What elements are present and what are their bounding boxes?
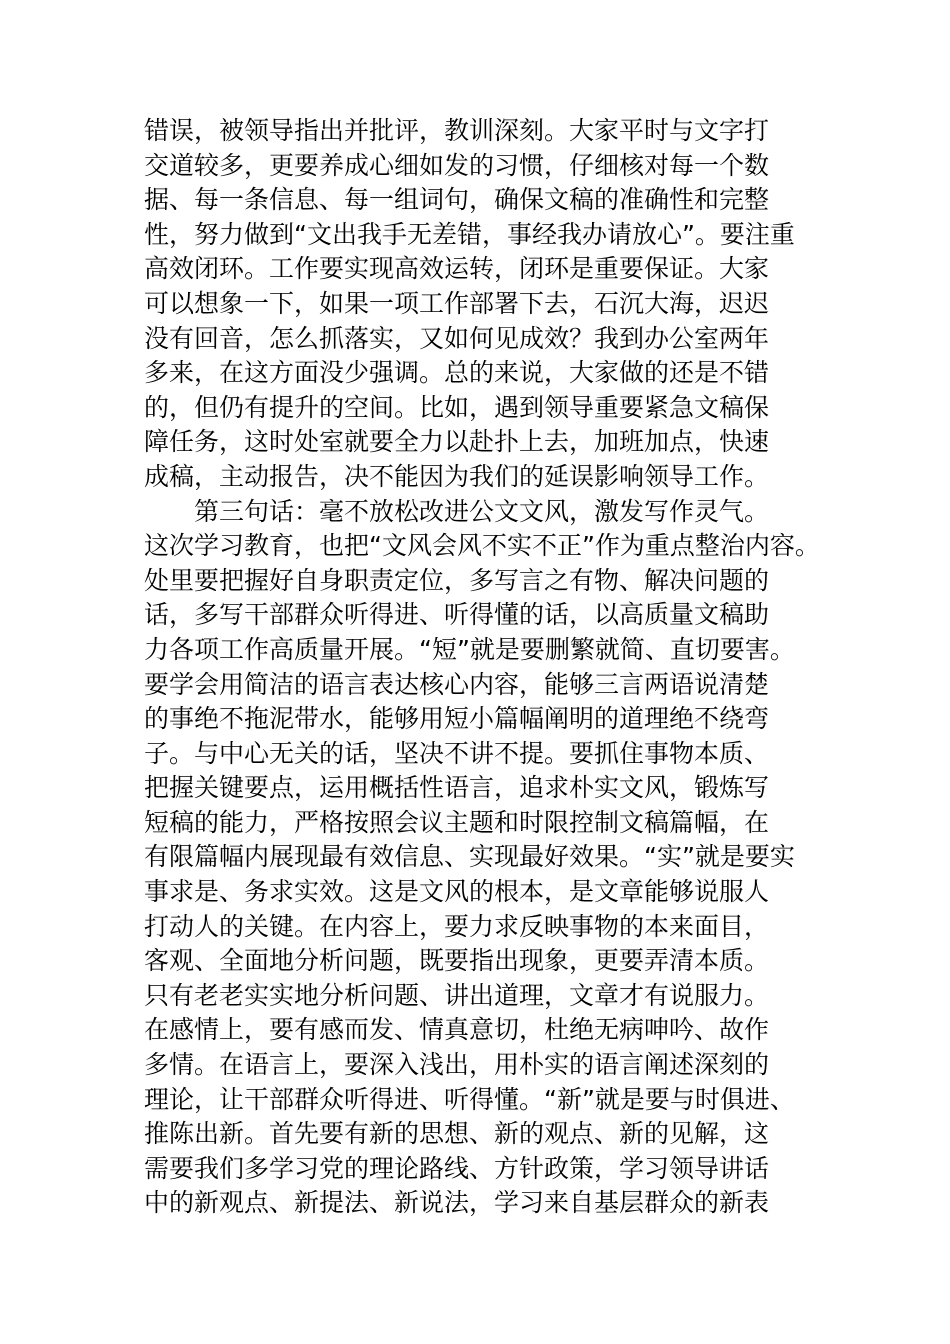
text-line: 错误，被领导指出并批评，教训深刻。大家平时与文字打	[144, 116, 770, 145]
section-heading: 第三句话：毫不放松改进公文文风，激发写作灵气。	[194, 496, 770, 526]
text-line: 打动人的关键。在内容上，要力求反映事物的本来面目，	[144, 911, 770, 941]
text-line: 高效闭环。工作要实现高效运转，闭环是重要保证。大家	[144, 254, 770, 284]
text-line: 推陈出新。首先要有新的思想、新的观点、新的见解，这	[144, 1119, 770, 1149]
text-line: 性，努力做到“文出我手无差错，事经我办请放心”。要注重	[144, 219, 795, 249]
text-line: 理论，让干部群众听得进、听得懂。“新”就是要与时俱进、	[144, 1084, 795, 1114]
text-line: 子。与中心无关的话，坚决不讲不提。要抓住事物本质、	[144, 738, 770, 768]
text-line: 交道较多，更要养成心细如发的习惯，仔细核对每一个数	[144, 150, 770, 180]
text-line: 力各项工作高质量开展。“短”就是要删繁就简、直切要害。	[144, 634, 795, 664]
text-line: 没有回音，怎么抓落实，又如何见成效？我到办公室两年	[144, 323, 770, 353]
text-line: 障任务，这时处室就要全力以赴扑上去，加班加点，快速	[144, 427, 770, 457]
text-line: 多来，在这方面没少强调。总的来说，大家做的还是不错	[144, 358, 770, 388]
text-line: 客观、全面地分析问题，既要指出现象，更要弄清本质。	[144, 946, 770, 976]
text-line: 多情。在语言上，要深入浅出，用朴实的语言阐述深刻的	[144, 1050, 770, 1080]
text-line: 中的新观点、新提法、新说法，学习来自基层群众的新表	[144, 1188, 770, 1218]
text-line: 把握关键要点，运用概括性语言，追求朴实文风，锻炼写	[144, 773, 770, 803]
text-line: 成稿，主动报告，决不能因为我们的延误影响领导工作。	[144, 461, 770, 491]
body-text	[144, 114, 844, 1221]
text-line: 话，多写干部群众听得进、听得懂的话，以高质量文稿助	[144, 600, 770, 630]
text-line: 的事绝不拖泥带水，能够用短小篇幅阐明的道理绝不绕弯	[144, 704, 770, 734]
section-heading-line	[144, 495, 844, 530]
text-line: 需要我们多学习党的理论路线、方针政策，学习领导讲话	[144, 1153, 770, 1183]
text-line: 处里要把握好自身职责定位，多写言之有物、解决问题的	[144, 565, 770, 595]
text-line: 的，但仍有提升的空间。比如，遇到领导重要紧急文稿保	[144, 392, 770, 422]
text-line: 可以想象一下，如果一项工作部署下去，石沉大海，迟迟	[144, 288, 770, 318]
text-line: 短稿的能力，严格按照会议主题和时限控制文稿篇幅，在	[144, 807, 770, 837]
text-line: 在感情上，要有感而发、情真意切，杜绝无病呻吟、故作	[144, 1015, 770, 1045]
text-line: 要学会用简洁的语言表达核心内容，能够三言两语说清楚	[144, 669, 770, 699]
text-line: 这次学习教育，也把“文风会风不实不正”作为重点整治内容。	[144, 531, 820, 561]
text-line: 有限篇幅内展现最有效信息、实现最好效果。“实”就是要实	[144, 842, 795, 872]
text-line: 只有老老实实地分析问题、讲出道理，文章才有说服力。	[144, 980, 770, 1010]
text-line: 据、每一条信息、每一组词句，确保文稿的准确性和完整	[144, 185, 770, 215]
text-line: 事求是、务求实效。这是文风的根本，是文章能够说服人	[144, 877, 770, 907]
